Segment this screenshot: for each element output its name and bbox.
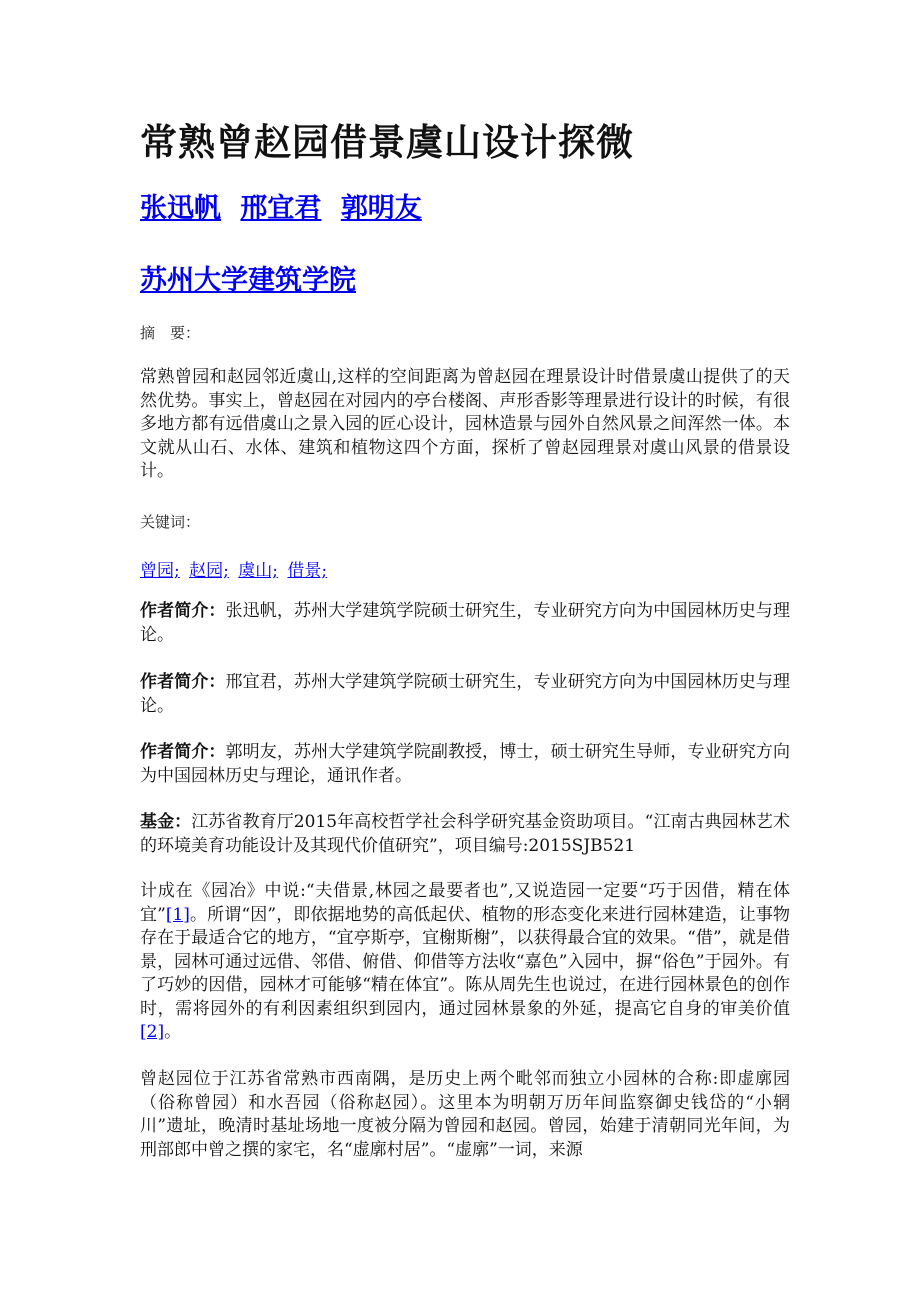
author-bio [140, 741, 790, 788]
keyword-link[interactable]: 借景; [287, 561, 328, 581]
fund-info [140, 811, 790, 858]
abstract-label: 摘 要： [140, 324, 201, 342]
body-text: 。 [164, 1022, 182, 1042]
keywords-label: 关键词： [140, 513, 201, 531]
author-bio-label: 作者简介： [140, 601, 226, 621]
author-bio [140, 600, 790, 647]
affiliation-link[interactable]: 苏州大学建筑学院 [140, 265, 356, 296]
keyword-link[interactable]: 虞山; [238, 561, 279, 581]
body-paragraph [140, 880, 790, 1045]
affiliation [140, 258, 356, 297]
keyword-link[interactable]: 曾园; [140, 561, 180, 581]
keyword-list [140, 556, 331, 581]
body-text: 。所谓“因”，即依据地势的高低起伏、植物的形态变化来进行园林建造，让事物存在于最适合它的地方，“宜亭斯亭，宜榭斯榭”，以获得最合宜的效果。“借”，就是借景，园林可通过远借、邻借、俯借、仰借等方法收“嘉色”入园中，摒“俗色”于园外。有了巧妙的因借，园林才可能够“精在体宜”。陈从周先生也说过，在进行园林景色的创作时，需将园外的有利因素组织到园内，通过园林景象的外延，提高它自身的审美价值 [140, 904, 790, 1019]
body-text: 曾赵园位于江苏省常熟市西南隅，是历史上两个毗邻而独立小园林的合称:即虚廓园（俗称曾园）和水吾园（俗称赵园）。这里本为明朝万历年间监察御史钱岱的“小辋川”遗址，晚清时基址场地一度被分隔为曾园和赵园。曾园，始建于清朝同光年间，为刑部郎中曾之撰的家宅，名“虚廓村居”。“虚廓”一词，来源 [140, 1069, 790, 1160]
author-bio [140, 671, 790, 718]
author-bio-text: 郭明友，苏州大学建筑学院副教授，博士，硕士研究生导师，专业研究方向为中国园林历史与理论，通讯作者。 [140, 742, 791, 786]
author-bio-text: 邢宜君，苏州大学建筑学院硕士研究生，专业研究方向为中国园林历史与理论。 [140, 672, 791, 716]
author-list [140, 186, 432, 225]
fund-label: 基金： [140, 812, 192, 832]
article-title: 常熟曾赵园借景虞山设计探微 [140, 121, 634, 164]
citation-link[interactable]: [1] [165, 904, 190, 925]
abstract-text: 常熟曾园和赵园邻近虞山,这样的空间距离为曾赵园在理景设计时借景虞山提供了的天然优势。事实上，曾赵园在对园内的亭台楼阁、声形香影等理景进行设计的时候，有很多地方都有远借虞山之景入园的匠心设计，园林造景与园外自然风景之间浑然一体。本文就从山石、水体、建筑和植物这四个方面，探析了曾赵园理景对虞山风景的借景设计。 [140, 367, 790, 481]
fund-text: 江苏省教育厅2015年高校哲学社会科学研究基金资助项目。“江南古典园林艺术的环境美育功能设计及其现代价值研究”，项目编号:2015SJB521 [140, 812, 791, 856]
author-link[interactable]: 张迅帆 [140, 193, 221, 224]
author-bio-text: 张迅帆，苏州大学建筑学院硕士研究生，专业研究方向为中国园林历史与理论。 [140, 601, 791, 645]
body-paragraph [140, 1068, 790, 1162]
body-text: 计成在《园冶》中说:“夫借景,林园之最要者也”,又说造园一定要“巧于因借，精在体宜” [140, 881, 790, 925]
author-bio-label: 作者简介： [140, 742, 226, 762]
citation-link[interactable]: [2] [140, 1022, 165, 1042]
author-bio-label: 作者简介： [140, 672, 226, 692]
author-link[interactable]: 邢宜君 [240, 193, 322, 224]
author-link[interactable]: 郭明友 [340, 193, 422, 224]
keyword-link[interactable]: 赵园; [189, 561, 229, 581]
